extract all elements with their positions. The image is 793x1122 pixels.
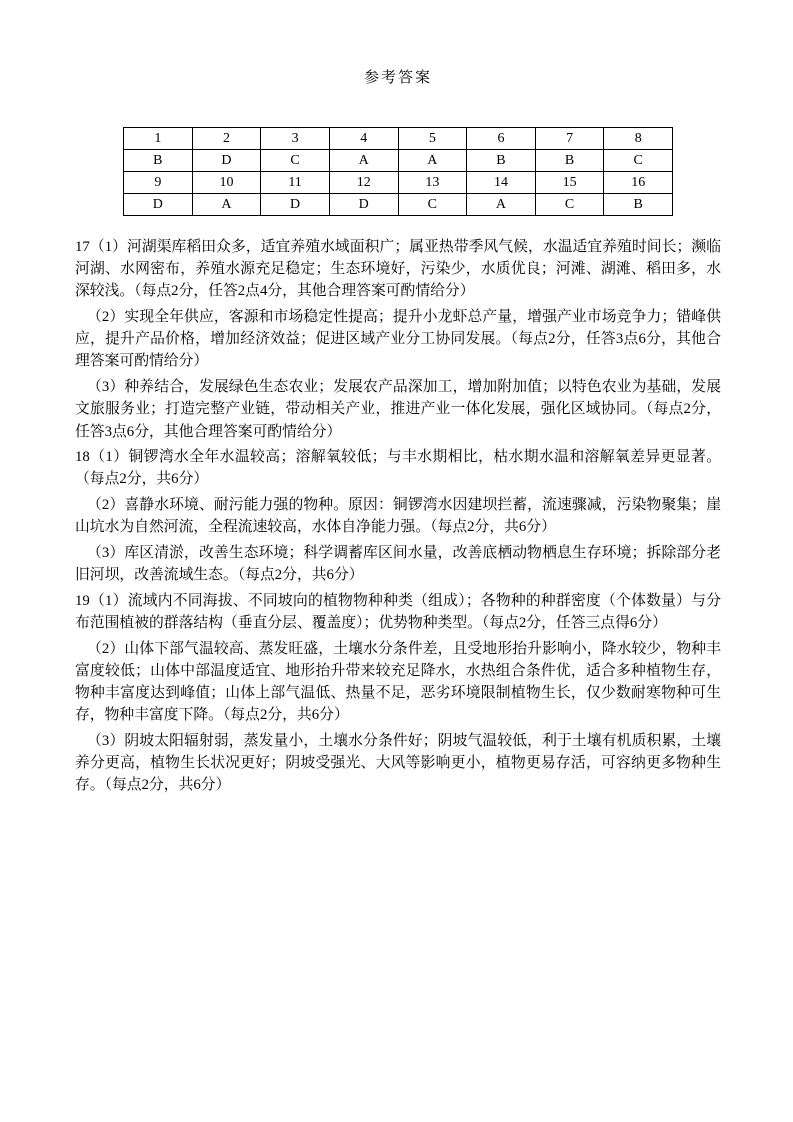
answer-paragraph-18-3: （3）库区清淤，改善生态环境；科学调蓄库区间水量，改善底栖动物栖息生存环境；拆除部分老旧河坝，改善流域生态。（每点2分，共6分） [75,544,721,584]
answer-paragraph-18-2: （2）喜静水环境、耐污能力强的物种。原因：铜锣湾水因建坝拦蓄，流速骤减，污染物聚集；崖山坑水为自然河流，全程流速较高，水体自净能力强。（每点2分，共6分） [75,497,721,536]
table-cell: 14 [467,172,536,194]
table-cell: D [124,194,193,216]
table-row-question-numbers-1-8 [124,128,673,150]
table-cell: B [535,150,604,172]
answer-paragraph-19-2: （2）山体下部气温较高、蒸发旺盛，土壤水分条件差，且受地形抬升影响小，降水较少，物种丰富度较低；山体中部温度适宜、地形抬升带来较充足降水，水热组合条件优，适合多种植物生存，物种丰富度达到峰值；山体上部气温低、热量不足，恶劣环境限制植物生长，仅少数耐寒物种可生存，物种丰富度下降。（每点2分，共6分） [75,640,721,724]
table-cell: B [604,194,673,216]
table-cell: 5 [398,128,467,150]
table-row-answers-1-8 [124,150,673,172]
table-cell: A [398,150,467,172]
table-cell: 15 [535,172,604,194]
table-cell: 1 [124,128,193,150]
answer-paragraph-18-1: 18（1）铜锣湾水全年水温较高；溶解氧较低；与丰水期相比，枯水期水温和溶解氧差异更显著。（每点2分，共6分） [75,449,721,488]
table-cell: 3 [261,128,330,150]
table-cell: 12 [329,172,398,194]
page-title: 参考答案 [363,70,432,86]
table-cell: C [398,194,467,216]
table-cell: 6 [467,128,536,150]
table-row-answers-9-16 [124,194,673,216]
answer-paragraph-17-3: （3）种养结合，发展绿色生态农业；发展农产品深加工，增加附加值；以特色农业为基础，发展文旅服务业；打造完整产业链，带动相关产业，推进产业一体化发展，强化区域协同。（每点2分，任答3点6分，其他合理答案可酌情给分） [75,379,721,440]
answer-paragraph-19-1: 19（1）流域内不同海拔、不同坡向的植物物种种类（组成）；各物种的种群密度（个体数量）与分布范围植被的群落结构（垂直分层、覆盖度）；优势物种类型。（每点2分，任答三点得6分） [75,592,721,631]
table-cell: 9 [124,172,193,194]
table-cell: D [192,150,261,172]
table-cell: B [467,150,536,172]
table-cell: B [124,150,193,172]
answer-paragraph-19-3: （3）阴坡太阳辐射弱，蒸发量小，土壤水分条件好；阴坡气温较低，利于土壤有机质积累，土壤养分更高，植物生长状况更好；阴坡受强光、大风等影响更小，植物更易存活，可容纳更多物种生存。（每点2分，共6分） [75,732,721,794]
table-cell: 7 [535,128,604,150]
table-cell: 8 [604,128,673,150]
multiple-choice-answer-table [123,127,673,216]
table-cell: D [329,194,398,216]
written-answers-section [75,236,721,797]
table-cell: 4 [329,128,398,150]
table-cell: 16 [604,172,673,194]
table-cell: C [535,194,604,216]
answer-paragraph-17-2: （2）实现全年供应，客源和市场稳定性提高；提升小龙虾总产量，增强产业市场竞争力；错峰供应，提升产品价格，增加经济效益；促进区域产业分工协同发展。（每点2分，任答3点6分，其他合理答案可酌情给分） [75,309,721,370]
answer-paragraph-17-1: 17（1）河湖渠库稻田众多，适宜养殖水域面积广；属亚热带季风气候，水温适宜养殖时间长；濒临河湖、水网密布，养殖水源充足稳定；生态环境好，污染少，水质优良；河滩、湖滩、稻田多，水深较浅。（每点2分，任答2点4分，其他合理答案可酌情给分） [75,239,721,300]
table-cell: 2 [192,128,261,150]
table-row-question-numbers-9-16 [124,172,673,194]
table-cell: 11 [261,172,330,194]
table-cell: C [604,150,673,172]
table-cell: 13 [398,172,467,194]
table-cell: A [329,150,398,172]
table-cell: A [192,194,261,216]
table-cell: C [261,150,330,172]
table-cell: 10 [192,172,261,194]
table-cell: A [467,194,536,216]
table-cell: D [261,194,330,216]
